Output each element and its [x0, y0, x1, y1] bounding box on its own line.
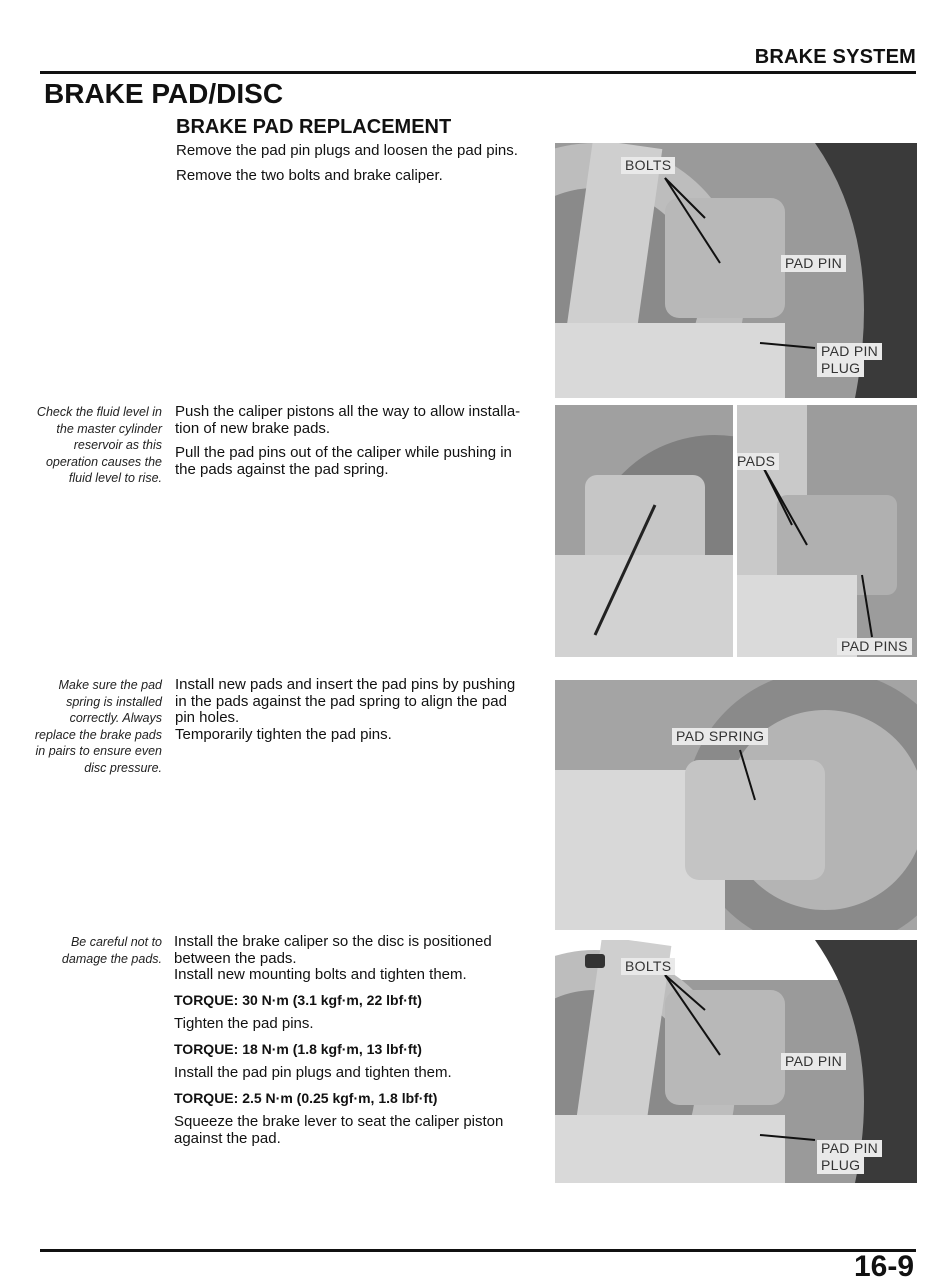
step3-text — [175, 677, 550, 743]
step4-squeeze-1: Squeeze the brake lever to seat the caliper piston — [174, 1113, 504, 1130]
step1-text — [176, 143, 551, 192]
sub-title: BRAKE PAD REPLACEMENT — [176, 116, 452, 138]
note-fluid-level: Check the fluid level in the master cylinder reservoir as this operation causes the fluid level to rise. — [36, 405, 162, 485]
photo-push-pistons — [555, 405, 733, 657]
step4-line-pad-pins: Tighten the pad pins. — [174, 1015, 314, 1032]
page-number: 16-9 — [853, 1250, 914, 1283]
label-pad-spring: PAD SPRING — [672, 728, 768, 745]
pad-pins-photo-illustration — [737, 405, 917, 657]
note-careful-pads: Be careful not to damage the pads. — [61, 935, 162, 966]
step4-line-1: Install the brake caliper so the disc is positioned — [174, 933, 492, 950]
label-bolts: BOLTS — [621, 157, 675, 174]
step2-text — [175, 404, 550, 486]
label-pad-pin-plug-2b: PLUG — [817, 1157, 864, 1174]
label-pad-pins: PAD PINS — [837, 638, 912, 655]
step3-line-3: pin holes. — [175, 709, 240, 726]
step2-line-3: Pull the pad pins out of the caliper while pushing in — [175, 444, 512, 461]
torque-plugs: TORQUE: 2.5 N·m (0.25 kgf·m, 1.8 lbf·ft) — [174, 1089, 438, 1106]
step3-line-4: Temporarily tighten the pad pins. — [175, 725, 392, 743]
label-pad-pin-plug-1: PAD PIN — [817, 343, 882, 360]
note-pad-spring: Make sure the pad spring is installed correctly. Always replace the brake pads in pairs to ensure even disc pressure. — [34, 678, 162, 775]
label-pads: PADS — [737, 453, 779, 470]
step4-line-plugs: Install the pad pin plugs and tighten them. — [174, 1064, 452, 1081]
label-pad-pin-plug-2a: PAD PIN — [817, 1140, 882, 1157]
bottom-rule — [40, 1249, 916, 1252]
step2-line-1: Push the caliper pistons all the way to allow installa- — [175, 403, 521, 420]
photo-caliper-install — [555, 940, 917, 1183]
top-rule — [40, 71, 916, 74]
step1-line-1: Remove the pad pin plugs and loosen the pad pins. — [176, 142, 518, 159]
step4-squeeze-2: against the pad. — [174, 1129, 281, 1147]
label-bolts-2: BOLTS — [621, 958, 675, 975]
page-title: BRAKE PAD/DISC — [44, 78, 284, 109]
step3-line-2: in the pads against the pad spring to align the pad — [175, 692, 507, 710]
label-pad-pin-2: PAD PIN — [781, 1053, 846, 1070]
torque-bolts: TORQUE: 30 N·m (3.1 kgf·m, 22 lbf·ft) — [174, 991, 422, 1008]
wrench-icon — [585, 954, 605, 968]
step3-line-1: Install new pads and insert the pad pins by pushing — [175, 676, 516, 693]
step4-text — [174, 934, 549, 1147]
torque-pad-pins: TORQUE: 18 N·m (1.8 kgf·m, 13 lbf·ft) — [174, 1040, 422, 1057]
photo-caliper-removal — [555, 143, 917, 398]
photo-install-pads — [555, 680, 917, 930]
step2-line-2: tion of new brake pads. — [175, 419, 331, 437]
step1-line-2: Remove the two bolts and brake caliper. — [176, 166, 443, 184]
photo-pull-pad-pins — [737, 405, 917, 657]
section-title: BRAKE SYSTEM — [754, 46, 916, 68]
step4-line-2: between the pads. — [174, 949, 297, 967]
pistons-photo-illustration — [555, 405, 733, 657]
step2-line-4: the pads against the pad spring. — [175, 460, 389, 478]
label-pad-pin-plug-2: PLUG — [817, 360, 864, 377]
label-pad-pin: PAD PIN — [781, 255, 846, 272]
step4-line-3: Install new mounting bolts and tighten them. — [174, 966, 467, 983]
install-pads-photo-illustration — [555, 680, 917, 930]
